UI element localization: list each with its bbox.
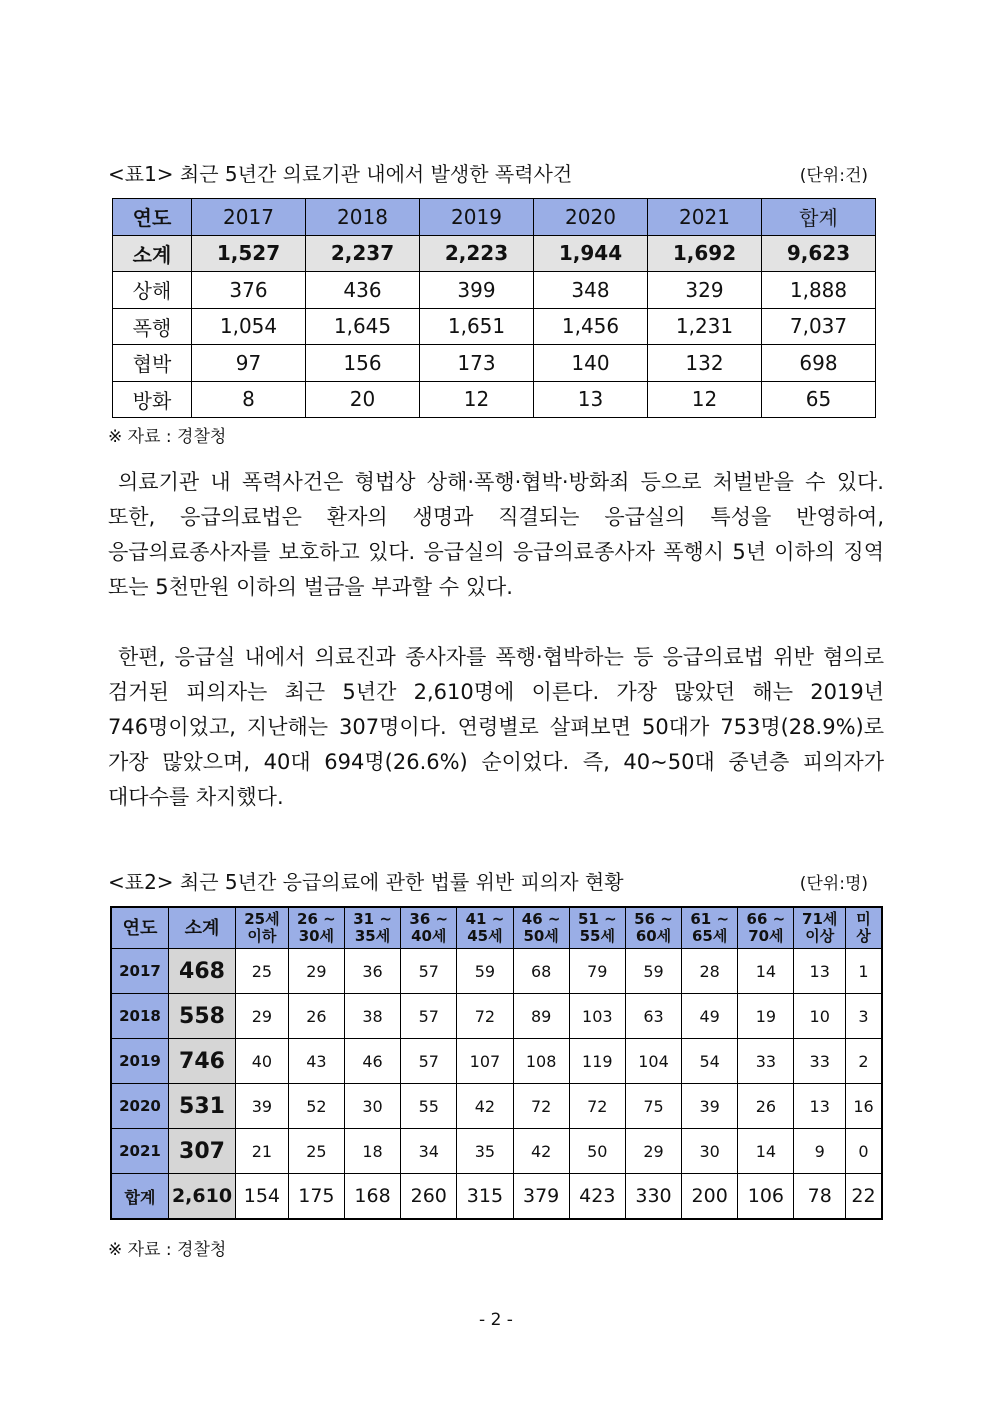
table1-cell: 65 (762, 381, 876, 418)
table1-header-cell: 2018 (306, 199, 420, 236)
table2-cell: 50 (569, 1129, 625, 1174)
table1-cell: 8 (192, 381, 306, 418)
table1-caption: <표1> 최근 5년간 의료기관 내에서 발생한 폭력사건 (108, 162, 573, 186)
table1-cell: 376 (192, 272, 306, 309)
table2-cell: 29 (288, 949, 344, 994)
table2-total-row (111, 1174, 882, 1220)
table1-cell: 2,237 (306, 235, 420, 272)
table2-cell: 29 (625, 1129, 681, 1174)
table2-subtotal-cell: 2,610 (169, 1174, 236, 1220)
table2 (110, 906, 883, 1220)
table1-cell: 1,527 (192, 235, 306, 272)
table2-cell: 55 (401, 1084, 457, 1129)
table2-header-cell: 41 ~ 45세 (457, 907, 513, 949)
table2-row (111, 949, 882, 994)
table2-cell: 52 (288, 1084, 344, 1129)
table1-header-cell: 합계 (762, 199, 876, 236)
table2-header-row (111, 907, 882, 949)
table2-cell: 54 (682, 1039, 738, 1084)
table1-row (113, 345, 876, 382)
table2-year-cell: 2018 (111, 994, 169, 1039)
table1-row (113, 308, 876, 345)
table2-cell: 9 (794, 1129, 846, 1174)
table2-row (111, 1129, 882, 1174)
table2-cell: 40 (236, 1039, 289, 1084)
table2-cell: 72 (457, 994, 513, 1039)
table2-caption: <표2> 최근 5년간 응급의료에 관한 법률 위반 피의자 현황 (108, 870, 624, 894)
table2-cell: 26 (738, 1084, 794, 1129)
table2-year-cell: 2017 (111, 949, 169, 994)
table1-cell: 1,456 (534, 308, 648, 345)
table2-cell: 16 (845, 1084, 882, 1129)
table2-subtotal-cell: 558 (169, 994, 236, 1039)
table2-cell: 2 (845, 1039, 882, 1084)
table2-cell: 59 (625, 949, 681, 994)
table2-cell: 260 (401, 1174, 457, 1220)
table2-row (111, 1084, 882, 1129)
table2-cell: 39 (682, 1084, 738, 1129)
table2-cell: 39 (236, 1084, 289, 1129)
table2-header-cell: 36 ~ 40세 (401, 907, 457, 949)
table1-cell: 13 (534, 381, 648, 418)
table2-cell: 72 (513, 1084, 569, 1129)
table2-cell: 103 (569, 994, 625, 1039)
table1-row-label: 폭행 (113, 308, 192, 345)
table1-header-cell: 2017 (192, 199, 306, 236)
table1-cell: 1,944 (534, 235, 648, 272)
table2-cell: 25 (236, 949, 289, 994)
table2-header-cell: 61 ~ 65세 (682, 907, 738, 949)
table1-header-cell: 2020 (534, 199, 648, 236)
paragraph-1: 의료기관 내 폭력사건은 형법상 상해·폭행·협박·방화죄 등으로 처벌받을 수 있다. 또한, 응급의료법은 환자의 생명과 직결되는 응급실의 특성을 반영하여, 응급의료종사자를 보호하고 있다. 응급실의 응급의료종사자 폭행시 5년 이하의 징역 또는 5천만원 이하의 벌금을 부과할 수 있다. (108, 470, 884, 599)
table2-caption-row (108, 866, 868, 895)
table1-cell: 1,651 (420, 308, 534, 345)
table2-cell: 34 (401, 1129, 457, 1174)
table2-cell: 119 (569, 1039, 625, 1084)
table1-row (113, 235, 876, 272)
table1-row (113, 381, 876, 418)
table1-cell: 9,623 (762, 235, 876, 272)
table2-cell: 68 (513, 949, 569, 994)
table2-cell: 13 (794, 949, 846, 994)
table2-cell: 200 (682, 1174, 738, 1220)
table1-header-row (113, 199, 876, 236)
table1-unit: (단위:건) (799, 166, 868, 186)
table2-cell: 104 (625, 1039, 681, 1084)
table2-cell: 423 (569, 1174, 625, 1220)
table1-cell: 140 (534, 345, 648, 382)
table1-header-cell: 2019 (420, 199, 534, 236)
table2-header-cell: 51 ~ 55세 (569, 907, 625, 949)
table1-row (113, 272, 876, 309)
table1-cell: 1,645 (306, 308, 420, 345)
table2-cell: 1 (845, 949, 882, 994)
table2-cell: 42 (513, 1129, 569, 1174)
table2-cell: 29 (236, 994, 289, 1039)
table2-cell: 35 (457, 1129, 513, 1174)
table2-cell: 21 (236, 1129, 289, 1174)
table2-cell: 22 (845, 1174, 882, 1220)
table2-cell: 0 (845, 1129, 882, 1174)
table2-unit: (단위:명) (799, 874, 868, 894)
table2-cell: 72 (569, 1084, 625, 1129)
table1-cell: 7,037 (762, 308, 876, 345)
table2-cell: 57 (401, 949, 457, 994)
table2-header-cell: 31 ~ 35세 (344, 907, 400, 949)
table1-cell: 1,692 (648, 235, 762, 272)
table2-header-cell: 25세 이하 (236, 907, 289, 949)
table2-header-cell: 46 ~ 50세 (513, 907, 569, 949)
table2-cell: 57 (401, 994, 457, 1039)
table2-header-cell: 66 ~ 70세 (738, 907, 794, 949)
table2-header-cell: 71세 이상 (794, 907, 846, 949)
table2-cell: 3 (845, 994, 882, 1039)
table1-cell: 1,054 (192, 308, 306, 345)
table1-cell: 1,888 (762, 272, 876, 309)
table2-cell: 168 (344, 1174, 400, 1220)
table2-cell: 33 (794, 1039, 846, 1084)
table2-row (111, 1039, 882, 1084)
table2-header-cell: 미 상 (845, 907, 882, 949)
page-number: - 2 - (479, 1310, 513, 1330)
table1-cell: 329 (648, 272, 762, 309)
table2-cell: 175 (288, 1174, 344, 1220)
table2-row (111, 994, 882, 1039)
table1-header-cell: 2021 (648, 199, 762, 236)
table2-cell: 25 (288, 1129, 344, 1174)
table2-source: ※ 자료 : 경찰청 (108, 1240, 227, 1260)
table2-cell: 36 (344, 949, 400, 994)
table2-cell: 89 (513, 994, 569, 1039)
table2-cell: 79 (569, 949, 625, 994)
table2-year-cell: 합계 (111, 1174, 169, 1220)
table1-cell: 97 (192, 345, 306, 382)
table2-cell: 154 (236, 1174, 289, 1220)
table2-cell: 57 (401, 1039, 457, 1084)
table1-source: ※ 자료 : 경찰청 (108, 427, 227, 447)
table2-cell: 18 (344, 1129, 400, 1174)
table2-cell: 46 (344, 1039, 400, 1084)
table2-cell: 75 (625, 1084, 681, 1129)
table1 (112, 198, 876, 418)
table2-cell: 38 (344, 994, 400, 1039)
table1-cell: 156 (306, 345, 420, 382)
table2-year-cell: 2021 (111, 1129, 169, 1174)
table1-cell: 132 (648, 345, 762, 382)
table2-cell: 315 (457, 1174, 513, 1220)
table1-row-label: 방화 (113, 381, 192, 418)
table2-cell: 28 (682, 949, 738, 994)
table2-cell: 42 (457, 1084, 513, 1129)
table2-cell: 10 (794, 994, 846, 1039)
table2-cell: 63 (625, 994, 681, 1039)
table2-cell: 59 (457, 949, 513, 994)
table2-header-cell: 26 ~ 30세 (288, 907, 344, 949)
table2-cell: 19 (738, 994, 794, 1039)
table1-header-cell: 연도 (113, 199, 192, 236)
table2-cell: 26 (288, 994, 344, 1039)
table1-cell: 12 (648, 381, 762, 418)
paragraph-2: 한편, 응급실 내에서 의료진과 종사자를 폭행·협박하는 등 응급의료법 위반 혐의로 검거된 피의자는 최근 5년간 2,610명에 이른다. 가장 많았던 해는 2019년 746명이었고, 지난해는 307명이다. 연령별로 살펴보면 50대가 753명(28.9%)로 가장 많았으며, 40대 694명(26.6%) 순이었다. 즉, 40~50대 중년층 피의자가 대다수를 차지했다. (108, 645, 884, 809)
table1-cell: 1,231 (648, 308, 762, 345)
table1-row-label: 협박 (113, 345, 192, 382)
table1-cell: 348 (534, 272, 648, 309)
table1-cell: 2,223 (420, 235, 534, 272)
table1-cell: 399 (420, 272, 534, 309)
table2-cell: 330 (625, 1174, 681, 1220)
table2-header-year: 연도 (111, 907, 169, 949)
table2-subtotal-cell: 468 (169, 949, 236, 994)
table1-cell: 12 (420, 381, 534, 418)
table2-cell: 107 (457, 1039, 513, 1084)
table2-body (111, 949, 882, 1220)
table2-cell: 14 (738, 949, 794, 994)
table1-caption-row (108, 158, 868, 187)
table2-header-subtotal: 소계 (169, 907, 236, 949)
table2-subtotal-cell: 531 (169, 1084, 236, 1129)
table1-cell: 20 (306, 381, 420, 418)
table2-cell: 106 (738, 1174, 794, 1220)
table1-row-label: 소계 (113, 235, 192, 272)
table1-cell: 698 (762, 345, 876, 382)
table2-year-cell: 2019 (111, 1039, 169, 1084)
table1-row-label: 상해 (113, 272, 192, 309)
table2-cell: 108 (513, 1039, 569, 1084)
table2-cell: 78 (794, 1174, 846, 1220)
table2-cell: 43 (288, 1039, 344, 1084)
table2-cell: 379 (513, 1174, 569, 1220)
table1-cell: 436 (306, 272, 420, 309)
table2-cell: 14 (738, 1129, 794, 1174)
table2-header-cell: 56 ~ 60세 (625, 907, 681, 949)
table2-subtotal-cell: 307 (169, 1129, 236, 1174)
table2-cell: 13 (794, 1084, 846, 1129)
table2-subtotal-cell: 746 (169, 1039, 236, 1084)
table2-cell: 33 (738, 1039, 794, 1084)
table2-year-cell: 2020 (111, 1084, 169, 1129)
table2-cell: 30 (344, 1084, 400, 1129)
table2-cell: 49 (682, 994, 738, 1039)
table1-cell: 173 (420, 345, 534, 382)
table2-cell: 30 (682, 1129, 738, 1174)
